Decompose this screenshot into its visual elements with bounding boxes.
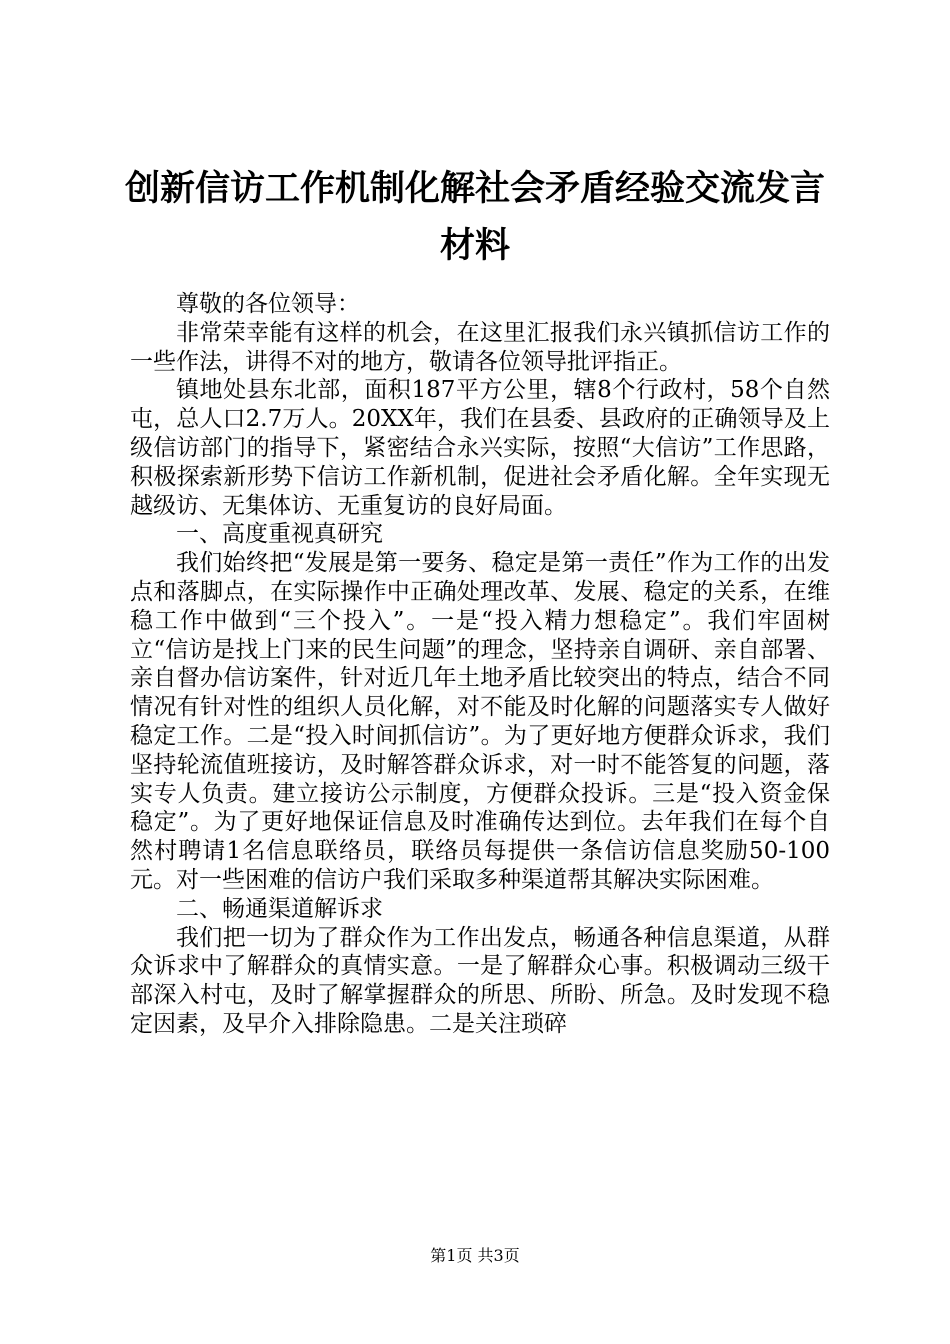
paragraph-intro: 非常荣幸能有这样的机会，在这里汇报我们永兴镇抓信访工作的一些作法，讲得不对的地方，敬请各位领导批评指正。	[130, 319, 830, 375]
salutation: 尊敬的各位领导：	[176, 291, 360, 317]
section-heading-1: 一、高度重视真研究	[176, 521, 383, 548]
paragraph-section-1: 我们始终把“发展是第一要务、稳定是第一责任”作为工作的出发点和落脚点，在实际操作中正确处理改革、发展、稳定的关系，在维稳工作中做到“三个投入”。一是“投入精力想稳定”。我们牢固树立“信访是找上门来的民生问题”的理念，坚持亲自调研、亲自部署、亲自督办信访案件，针对近几年土地矛盾比较突出的特点，结合不同情况有针对性的组织人员化解，对不能及时化解的问题落实专人做好稳定工作。二是“投入时间抓信访”。为了更好地方便群众诉求，我们坚持轮流值班接访，及时解答群众诉求，对一时不能答复的问题，落实专人负责。建立接访公示制度，方便群众投诉。三是“投入资金保稳定”。为了更好地保证信息及时准确传达到位。去年我们在每个自然村聘请1名信息联络员，联络员每提供一条信访信息奖励50-100元。对一些困难的信访户我们采取多种渠道帮其解决实际困难。	[130, 550, 830, 893]
page-number-footer: 第1页 共3页	[430, 1246, 520, 1265]
paragraph-section-2: 我们把一切为了群众作为工作出发点，畅通各种信息渠道，从群众诉求中了解群众的真情实意。一是了解群众心事。积极调动三级干部深入村屯，及时了解掌握群众的所思、所盼、所急。及时发现不稳定因素，及早介入排除隐患。二是关注琐碎	[130, 924, 830, 1037]
paragraph-overview: 镇地处县东北部，面积187平方公里，辖8个行政村，58个自然屯，总人口2.7万人。20XX年，我们在县委、县政府的正确领导及上级信访部门的指导下，紧密结合永兴实际，按照“大信访”工作思路，积极探索新形势下信访工作新机制，促进社会矛盾化解。全年实现无越级访、无集体访、无重复访的良好局面。	[130, 377, 830, 519]
section-heading-2: 二、畅通渠道解诉求	[176, 895, 383, 922]
document-title: 创新信访工作机制化解社会矛盾经验交流发言材料	[124, 168, 825, 266]
document-body	[130, 290, 830, 1039]
